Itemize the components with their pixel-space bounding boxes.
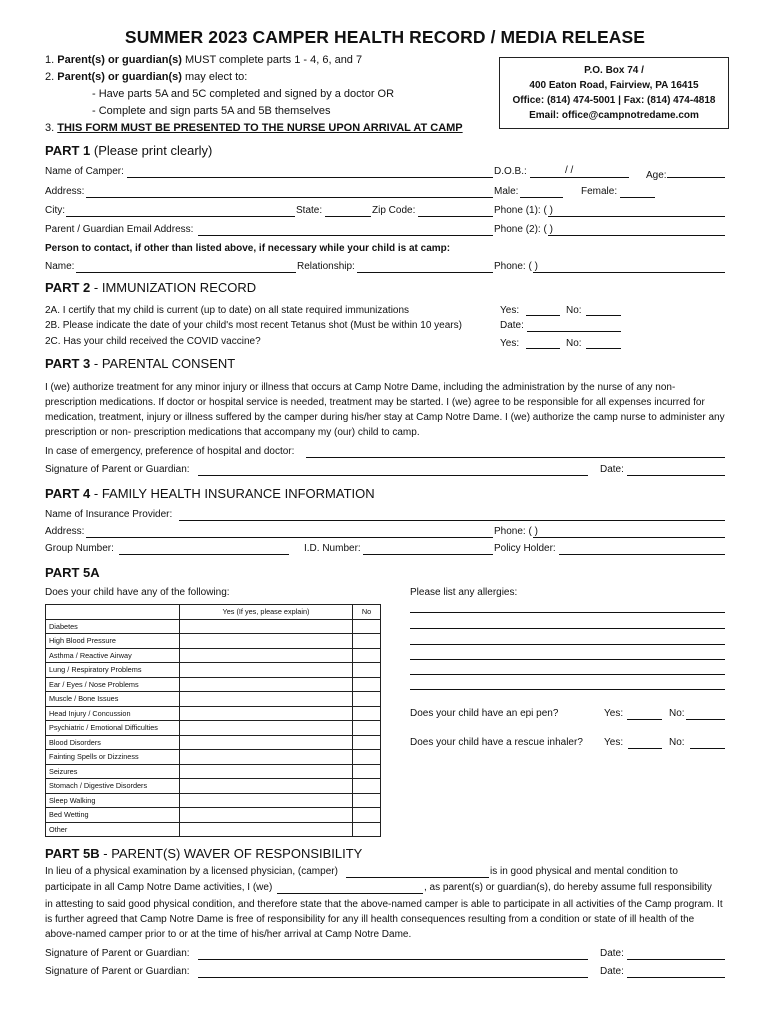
id-number-field[interactable] bbox=[363, 554, 493, 555]
condition-no-cell[interactable] bbox=[353, 634, 381, 649]
part-label: PART 3 bbox=[45, 356, 91, 371]
instruction-3 bbox=[45, 122, 463, 134]
part-label: PART 1 bbox=[45, 143, 91, 158]
table-row bbox=[46, 721, 381, 736]
parental-consent-paragraph: I (we) authorize treatment for any minor injury or illness that occurs at Camp Notre Dame, including the administration by the nurse of any non-prescription medications. If doctor or hospital service is needed, treatment may be started. I (we) agree to be responsible for all expenses incurred for medication, treatment, injury or illness suffered by the camper during his/her stay at Camp Notre Dame. I (we) authorize the camp nurse to administer any prescription or non- prescription medications that accompany my (our) child to camp. bbox=[45, 382, 725, 438]
instruction-2a: - Have parts 5A and 5C completed and signed by a doctor OR bbox=[92, 88, 395, 100]
waiver-parent-name-field[interactable] bbox=[277, 893, 423, 894]
condition-yes-cell[interactable] bbox=[180, 619, 353, 634]
waiver-signature-2-label: Signature of Parent or Guardian: bbox=[45, 966, 190, 977]
condition-yes-cell[interactable] bbox=[180, 692, 353, 707]
condition-yes-cell[interactable] bbox=[180, 721, 353, 736]
2a-yes-label: Yes: bbox=[500, 305, 520, 316]
female-field[interactable] bbox=[620, 197, 655, 198]
condition-no-cell[interactable] bbox=[353, 822, 381, 837]
allergy-line[interactable] bbox=[410, 612, 725, 613]
2a-no-label: No: bbox=[566, 305, 582, 316]
part-subtitle: - PARENT(S) WAVER OF RESPONSIBILITY bbox=[103, 846, 363, 861]
inhaler-yes-field[interactable] bbox=[628, 748, 662, 749]
inhaler-question: Does your child have a rescue inhaler? bbox=[410, 737, 583, 748]
epipen-question: Does your child have an epi pen? bbox=[410, 708, 559, 719]
condition-no-cell[interactable] bbox=[353, 764, 381, 779]
conditions-question: Does your child have any of the following: bbox=[45, 587, 230, 598]
allergies-label: Please list any allergies: bbox=[410, 587, 518, 598]
phone1-field[interactable] bbox=[548, 216, 725, 217]
instruction-text: MUST complete parts 1 - 4, 6, and 7 bbox=[185, 54, 363, 66]
insurance-phone-field[interactable] bbox=[533, 537, 725, 538]
2a-no-field[interactable] bbox=[586, 315, 621, 316]
condition-label: Muscle / Bone Issues bbox=[46, 692, 180, 707]
2c-no-label: No: bbox=[566, 338, 582, 349]
part2-heading bbox=[45, 280, 256, 295]
male-label: Male: bbox=[494, 186, 519, 197]
condition-yes-cell[interactable] bbox=[180, 663, 353, 678]
address-line-1: P.O. Box 74 / bbox=[584, 65, 644, 76]
condition-no-cell[interactable] bbox=[353, 677, 381, 692]
consent-date-field[interactable] bbox=[627, 475, 725, 476]
conditions-table bbox=[45, 604, 381, 837]
2b-date-label: Date: bbox=[500, 320, 524, 331]
covid-yes-field[interactable] bbox=[526, 348, 560, 349]
condition-no-cell[interactable] bbox=[353, 750, 381, 765]
part1-heading bbox=[45, 143, 212, 158]
contact-phone-label: Phone: ( ) bbox=[494, 261, 538, 272]
condition-label: Seizures bbox=[46, 764, 180, 779]
address-line-4: Email: office@campnotredame.com bbox=[529, 110, 699, 121]
instruction-underlined: THIS FORM MUST BE PRESENTED TO THE NURSE UPON ARRIVAL AT CAMP bbox=[57, 122, 463, 134]
condition-label: High Blood Pressure bbox=[46, 634, 180, 649]
condition-yes-cell[interactable] bbox=[180, 764, 353, 779]
table-header-no: No bbox=[353, 605, 381, 620]
inhaler-no-field[interactable] bbox=[690, 748, 725, 749]
condition-label: Sleep Walking bbox=[46, 793, 180, 808]
parent-email-field[interactable] bbox=[198, 235, 493, 236]
insurance-address-label: Address: bbox=[45, 526, 85, 537]
table-row bbox=[46, 677, 381, 692]
condition-no-cell[interactable] bbox=[353, 619, 381, 634]
waiver-date-1-label: Date: bbox=[600, 948, 624, 959]
contact-name-field[interactable] bbox=[76, 272, 296, 273]
condition-yes-cell[interactable] bbox=[180, 793, 353, 808]
waiver-date-1-field[interactable] bbox=[627, 959, 725, 960]
table-row bbox=[46, 764, 381, 779]
table-row bbox=[46, 634, 381, 649]
relationship-field[interactable] bbox=[357, 272, 493, 273]
condition-label: Head Injury / Concussion bbox=[46, 706, 180, 721]
condition-no-cell[interactable] bbox=[353, 735, 381, 750]
condition-yes-cell[interactable] bbox=[180, 779, 353, 794]
allergy-line[interactable] bbox=[410, 628, 725, 629]
condition-no-cell[interactable] bbox=[353, 808, 381, 823]
male-field[interactable] bbox=[520, 197, 563, 198]
2a-yes-field[interactable] bbox=[526, 315, 560, 316]
instruction-number: 2. bbox=[45, 71, 55, 83]
instruction-number: 1. bbox=[45, 54, 55, 66]
immunization-2c: 2C. Has your child received the COVID vaccine? bbox=[45, 336, 261, 347]
instruction-2b: - Complete and sign parts 5A and 5B themselves bbox=[92, 105, 331, 117]
2c-yes-label: Yes: bbox=[500, 338, 520, 349]
waiver-signature-1-field[interactable] bbox=[198, 959, 588, 960]
camp-address-box bbox=[499, 57, 729, 129]
allergy-line[interactable] bbox=[410, 689, 725, 690]
insurance-provider-label: Name of Insurance Provider: bbox=[45, 509, 173, 520]
condition-yes-cell[interactable] bbox=[180, 648, 353, 663]
part3-heading bbox=[45, 356, 235, 371]
consent-signature-field[interactable] bbox=[198, 475, 588, 476]
table-row bbox=[46, 706, 381, 721]
address-field[interactable] bbox=[86, 197, 493, 198]
address-line-2: 400 Eaton Road, Fairview, PA 16415 bbox=[529, 80, 699, 91]
part-subtitle: - FAMILY HEALTH INSURANCE INFORMATION bbox=[93, 486, 375, 501]
part4-heading bbox=[45, 486, 375, 501]
camper-name-field[interactable] bbox=[127, 177, 493, 178]
city-label: City: bbox=[45, 205, 65, 216]
address-line-3: Office: (814) 474-5001 | Fax: (814) 474-4818 bbox=[512, 95, 716, 106]
waiver-line-2-start: participate in all Camp Notre Dame activities, I (we) bbox=[45, 882, 273, 893]
waiver-signature-2-field[interactable] bbox=[198, 977, 588, 978]
immunization-2a: 2A. I certify that my child is current (up to date) on all state required immunizations bbox=[45, 305, 410, 316]
dob-label: D.O.B.: bbox=[494, 166, 527, 177]
city-field[interactable] bbox=[66, 216, 295, 217]
condition-yes-cell[interactable] bbox=[180, 735, 353, 750]
allergy-line[interactable] bbox=[410, 659, 725, 660]
waiver-line-1-start: In lieu of a physical examination by a licensed physician, (camper) bbox=[45, 866, 338, 877]
consent-date-label: Date: bbox=[600, 464, 624, 475]
instruction-bold: Parent(s) or guardian(s) bbox=[57, 54, 182, 66]
waiver-line-2-end: , as parent(s) or guardian(s), do hereby assume full responsibility bbox=[424, 882, 712, 893]
condition-label: Other bbox=[46, 822, 180, 837]
contact-name-label: Name: bbox=[45, 261, 75, 272]
contact-phone-field[interactable] bbox=[533, 272, 725, 273]
table-header-condition bbox=[46, 605, 180, 620]
table-row bbox=[46, 619, 381, 634]
condition-no-cell[interactable] bbox=[353, 663, 381, 678]
condition-yes-cell[interactable] bbox=[180, 808, 353, 823]
table-header-row bbox=[46, 605, 381, 620]
age-field[interactable] bbox=[667, 177, 725, 178]
table-row bbox=[46, 692, 381, 707]
state-label: State: bbox=[296, 205, 323, 216]
policy-holder-field[interactable] bbox=[559, 554, 725, 555]
immunization-2b: 2B. Please indicate the date of your child's most recent Tetanus shot (Must be within 10 years) bbox=[45, 320, 462, 331]
form-title: SUMMER 2023 CAMPER HEALTH RECORD / MEDIA RELEASE bbox=[124, 27, 646, 47]
address-label: Address: bbox=[45, 186, 85, 197]
part-label: PART 2 bbox=[45, 280, 91, 295]
zip-label: Zip Code: bbox=[372, 205, 416, 216]
id-number-label: I.D. Number: bbox=[304, 543, 361, 554]
state-field[interactable] bbox=[325, 216, 371, 217]
table-row bbox=[46, 663, 381, 678]
condition-no-cell[interactable] bbox=[353, 793, 381, 808]
table-header-yes: Yes (If yes, please explain) bbox=[180, 605, 353, 620]
parent-email-label: Parent / Guardian Email Address: bbox=[45, 224, 194, 235]
epipen-yes-field[interactable] bbox=[627, 719, 662, 720]
table-row bbox=[46, 648, 381, 663]
name-of-camper-label: Name of Camper: bbox=[45, 166, 124, 177]
policy-holder-label: Policy Holder: bbox=[494, 543, 556, 554]
part-subtitle: - PARENTAL CONSENT bbox=[93, 356, 236, 371]
inhaler-no-label: No: bbox=[669, 737, 685, 748]
condition-yes-cell[interactable] bbox=[180, 750, 353, 765]
dob-separators: / / bbox=[565, 165, 574, 176]
insurance-provider-field[interactable] bbox=[179, 520, 725, 521]
condition-no-cell[interactable] bbox=[353, 692, 381, 707]
part-label: PART 5B bbox=[45, 846, 100, 861]
epipen-yes-label: Yes: bbox=[604, 708, 624, 719]
part-subtitle: - IMMUNIZATION RECORD bbox=[93, 280, 257, 295]
waiver-line-1-end: is in good physical and mental condition to bbox=[490, 866, 678, 877]
inhaler-yes-label: Yes: bbox=[604, 737, 624, 748]
condition-label: Psychiatric / Emotional Difficulties bbox=[46, 721, 180, 736]
dob-field[interactable] bbox=[530, 177, 629, 178]
part-subtitle: (Please print clearly) bbox=[93, 143, 213, 158]
insurance-phone-label: Phone: ( ) bbox=[494, 526, 538, 537]
instruction-bold: Parent(s) or guardian(s) bbox=[57, 71, 182, 83]
insurance-address-field[interactable] bbox=[86, 537, 493, 538]
allergy-line[interactable] bbox=[410, 674, 725, 675]
female-label: Female: bbox=[581, 186, 618, 197]
part5b-heading bbox=[45, 846, 362, 861]
condition-no-cell[interactable] bbox=[353, 721, 381, 736]
instruction-text: may elect to: bbox=[185, 71, 248, 83]
phone2-label: Phone (2): ( ) bbox=[494, 224, 553, 235]
condition-label: Fainting Spells or Dizziness bbox=[46, 750, 180, 765]
allergy-line[interactable] bbox=[410, 644, 725, 645]
condition-yes-cell[interactable] bbox=[180, 822, 353, 837]
phone2-field[interactable] bbox=[548, 235, 725, 236]
instruction-2 bbox=[45, 71, 247, 83]
epipen-no-field[interactable] bbox=[686, 719, 725, 720]
age-label: Age: bbox=[646, 170, 667, 181]
tetanus-date-field[interactable] bbox=[527, 331, 621, 332]
condition-label: Bed Wetting bbox=[46, 808, 180, 823]
table-row bbox=[46, 793, 381, 808]
consent-signature-label: Signature of Parent or Guardian: bbox=[45, 464, 190, 475]
part-label: PART 4 bbox=[45, 486, 91, 501]
condition-yes-cell[interactable] bbox=[180, 677, 353, 692]
condition-no-cell[interactable] bbox=[353, 648, 381, 663]
epipen-no-label: No: bbox=[669, 708, 685, 719]
contact-person-note: Person to contact, if other than listed above, if necessary while your child is at camp: bbox=[45, 243, 451, 254]
relationship-label: Relationship: bbox=[297, 261, 355, 272]
group-number-label: Group Number: bbox=[45, 543, 114, 554]
condition-no-cell[interactable] bbox=[353, 706, 381, 721]
condition-label: Stomach / Digestive Disorders bbox=[46, 779, 180, 794]
waiver-camper-name-field[interactable] bbox=[346, 877, 489, 878]
instruction-number: 3. bbox=[45, 122, 55, 134]
waiver-signature-1-label: Signature of Parent or Guardian: bbox=[45, 948, 190, 959]
emergency-preference-label: In case of emergency, preference of hospital and doctor: bbox=[45, 446, 295, 457]
instruction-1 bbox=[45, 54, 362, 66]
waiver-paragraph: in attesting to said good physical condition, and therefore state that the above-named camper is able to participate in all activities of the Camp program. It is further agreed that Camp Notre Dame is free of responsibility for any ill health consequences resulting from a condition or state of ill health of the above-named camper prior to or at the time of his/her arrival at Camp Notre Dame. bbox=[45, 899, 723, 940]
condition-label: Diabetes bbox=[46, 619, 180, 634]
condition-label: Blood Disorders bbox=[46, 735, 180, 750]
emergency-preference-field[interactable] bbox=[306, 457, 725, 458]
table-row bbox=[46, 735, 381, 750]
condition-label: Asthma / Reactive Airway bbox=[46, 648, 180, 663]
table-row bbox=[46, 779, 381, 794]
waiver-date-2-field[interactable] bbox=[627, 977, 725, 978]
group-number-field[interactable] bbox=[119, 554, 289, 555]
zip-field[interactable] bbox=[418, 216, 493, 217]
covid-no-field[interactable] bbox=[586, 348, 621, 349]
phone1-label: Phone (1): ( ) bbox=[494, 205, 553, 216]
condition-yes-cell[interactable] bbox=[180, 634, 353, 649]
condition-yes-cell[interactable] bbox=[180, 706, 353, 721]
table-row bbox=[46, 750, 381, 765]
table-row bbox=[46, 808, 381, 823]
condition-label: Ear / Eyes / Nose Problems bbox=[46, 677, 180, 692]
part5a-heading: PART 5A bbox=[45, 565, 100, 580]
condition-label: Lung / Respiratory Problems bbox=[46, 663, 180, 678]
waiver-date-2-label: Date: bbox=[600, 966, 624, 977]
table-row bbox=[46, 822, 381, 837]
condition-no-cell[interactable] bbox=[353, 779, 381, 794]
